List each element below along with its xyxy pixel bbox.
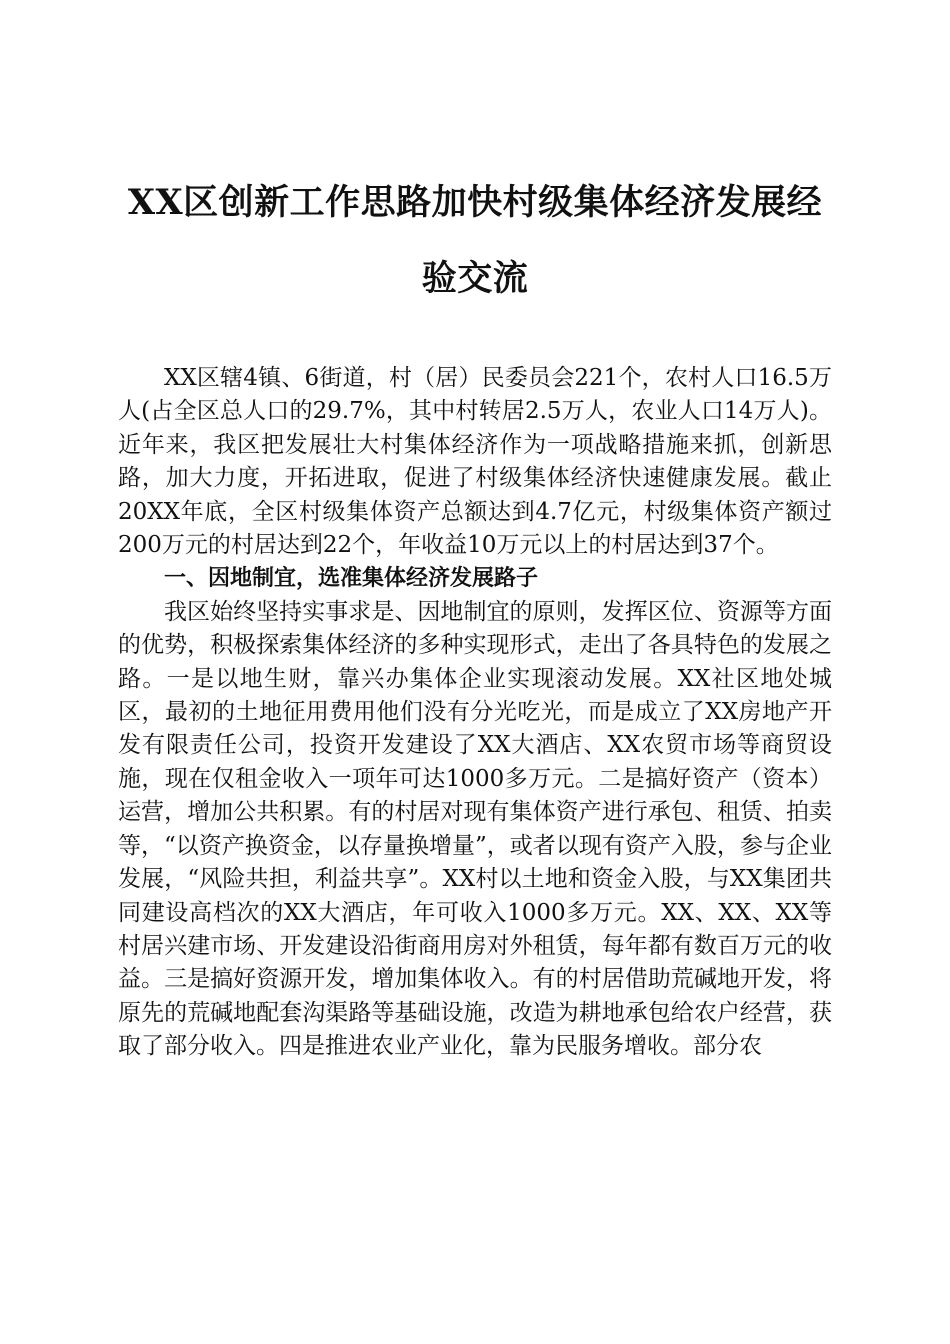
paragraph-intro: XX区辖4镇、6街道，村（居）民委员会221个，农村人口16.5万人(占全区总人口的29.7%，其中村转居2.5万人，农业人口14万人)。近年来，我区把发展壮大村集体经济作为一项战略措施来抓，创新思路，加大力度，开拓进取，促进了村级集体经济快速健康发展。截止20XX年底，全区村级集体资产总额达到4.7亿元，村级集体资产额过200万元的村居达到22个，年收益10万元以上的村居达到37个。 [118, 365, 832, 559]
section-heading-1: 一、因地制宜，选准集体经济发展路子 [164, 566, 539, 592]
title-line-1: XX区创新工作思路加快村级集体经济发展经 [127, 182, 823, 223]
document-title [118, 165, 832, 317]
document-body [118, 362, 832, 1064]
paragraph-section-1: 我区始终坚持实事求是、因地制宜的原则，发挥区位、资源等方面的优势，积极探索集体经济的多种实现形式，走出了各具特色的发展之路。一是以地生财，靠兴办集体企业实现滚动发展。XX社区地处城区，最初的土地征用费用他们没有分光吃光，而是成立了XX房地产开发有限责任公司，投资开发建设了XX大酒店、XX农贸市场等商贸设施，现在仅租金收入一项年可达1000多万元。二是搞好资产（资本）运营，增加公共积累。有的村居对现有集体资产进行承包、租赁、拍卖等，“以资产换资金，以存量换增量”，或者以现有资产入股，参与企业发展，“风险共担，利益共享”。XX村以土地和资金入股，与XX集团共同建设高档次的XX大酒店，年可收入1000多万元。XX、XX、XX等村居兴建市场、开发建设沿街商用房对外租赁，每年都有数百万元的收益。三是搞好资源开发，增加集体收入。有的村居借助荒碱地开发，将原先的荒碱地配套沟渠路等基础设施，改造为耕地承包给农户经营，获取了部分收入。四是推进农业产业化，靠为民服务增收。部分农 [118, 598, 832, 1060]
title-line-2: 验交流 [421, 258, 529, 299]
